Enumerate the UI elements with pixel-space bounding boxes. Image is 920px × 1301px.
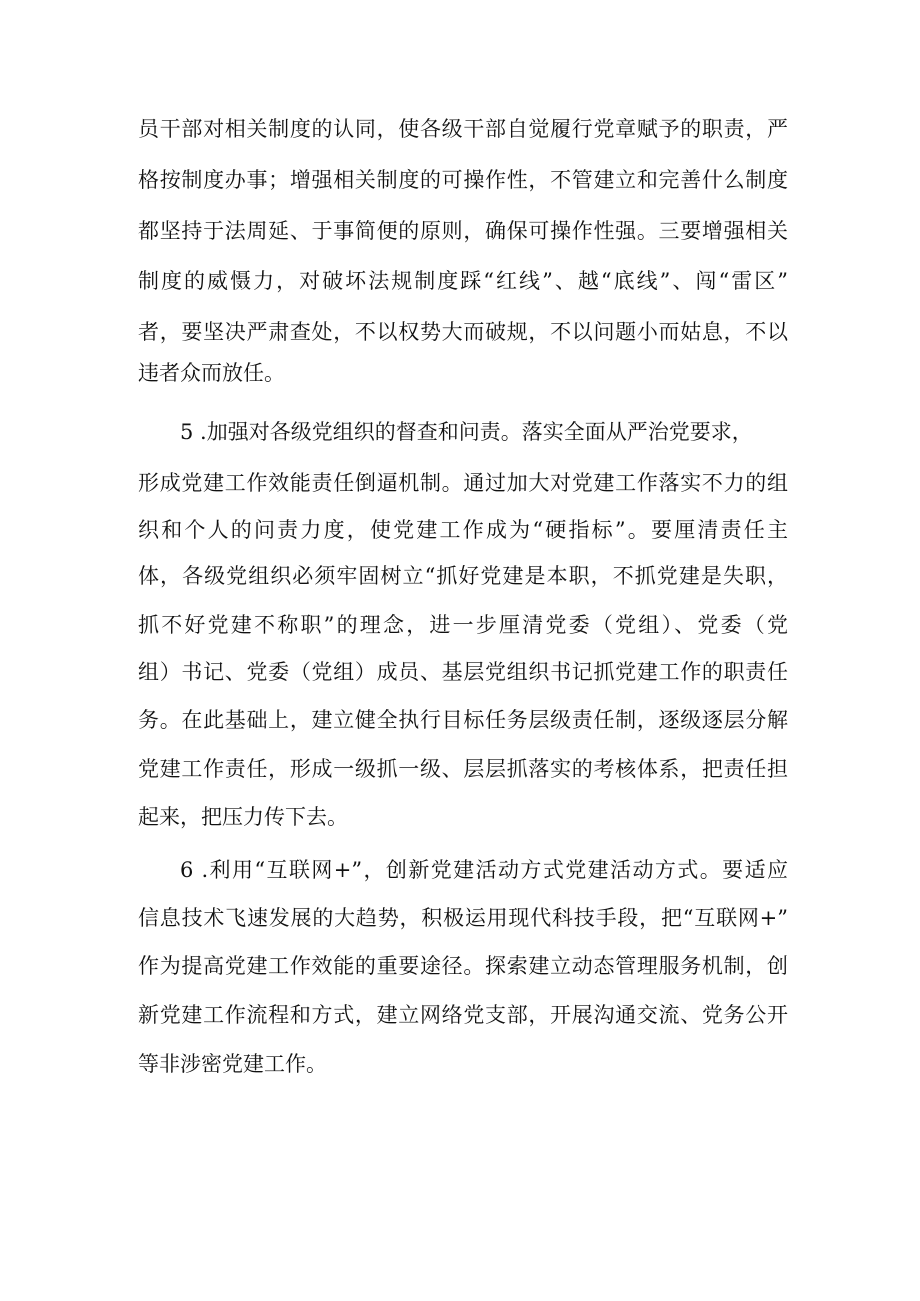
text-line: 体，各级党组织必须牢固树立“抓好党建是本职，不抓党建是失职， — [138, 564, 788, 588]
text-line: 组）书记、党委（党组）成员、基层党组织书记抓党建工作的职责任 — [138, 660, 788, 684]
paragraph-heading-line: 5 .加强对各级党组织的督查和问责。落实全面从严治党要求， — [180, 420, 753, 444]
text-line: 员干部对相关制度的认同，使各级干部自觉履行党章赋予的职责，严 — [138, 117, 788, 141]
text-line: 等非涉密党建工作。 — [138, 1052, 327, 1076]
text-line: 织和个人的问责力度，使党建工作成为“硬指标”。要厘清责任主 — [138, 518, 788, 542]
text-line: 作为提高党建工作效能的重要途径。探索建立动态管理服务机制，创 — [138, 954, 788, 978]
text-line: 制度的威慑力，对破坏法规制度踩“红线”、越“底线”、闯“雷区” — [138, 269, 788, 293]
text-line: 党建工作责任，形成一级抓一级、层层抓落实的考核体系，把责任担 — [138, 757, 788, 781]
text-line: 都坚持于法周延、于事简便的原则，确保可操作性强。三要增强相关 — [138, 219, 788, 243]
text-line: 务。在此基础上，建立健全执行目标任务层级责任制，逐级逐层分解 — [138, 708, 788, 732]
text-line: 者，要坚决严肃查处，不以权势大而破规，不以问题小而姑息，不以 — [138, 320, 788, 344]
text-line: 违者众而放任。 — [138, 361, 285, 385]
paragraph-heading-line: 6 .利用“互联网+”，创新党建活动方式党建活动方式。要适应 — [180, 858, 788, 882]
text-line: 起来，把压力传下去。 — [138, 805, 348, 829]
text-line: 形成党建工作效能责任倒逼机制。通过加大对党建工作落实不力的组 — [138, 471, 788, 495]
text-line: 信息技术飞速发展的大趋势，积极运用现代科技手段，把“互联网+” — [138, 906, 788, 930]
text-line: 新党建工作流程和方式，建立网络党支部，开展沟通交流、党务公开 — [138, 1003, 788, 1027]
text-line: 格按制度办事；增强相关制度的可操作性，不管建立和完善什么制度 — [138, 168, 788, 192]
text-line: 抓不好党建不称职”的理念，进一步厘清党委（党组）、党委（党 — [138, 613, 788, 637]
